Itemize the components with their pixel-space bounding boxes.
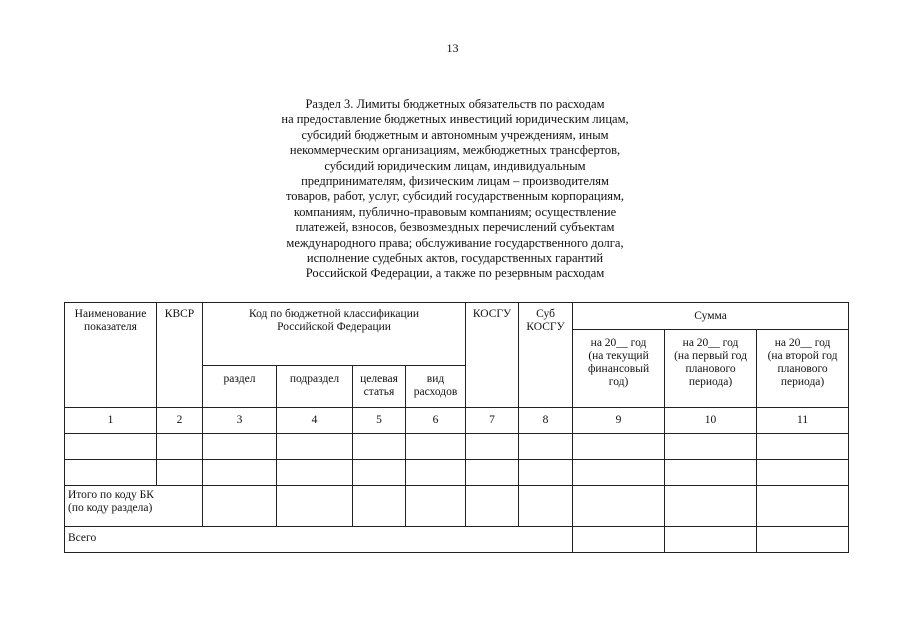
header-name: Наименование показателя — [65, 303, 157, 408]
column-number: 5 — [353, 408, 406, 434]
total-bk-label: Итого по коду БК (по коду раздела) — [65, 486, 203, 527]
title-line: на предоставление бюджетных инвестиций юридическим лицам, — [281, 112, 629, 127]
title-line: товаров, работ, услуг, субсидий государственным корпорациям, — [285, 189, 625, 204]
table-cell — [406, 434, 466, 460]
table-cell — [757, 527, 849, 553]
table-row — [65, 434, 849, 460]
table-cell — [573, 460, 665, 486]
header-subkosgu: Суб КОСГУ — [519, 303, 573, 408]
total-all-row — [65, 527, 849, 553]
table-cell — [519, 486, 573, 527]
total-bk-row — [65, 486, 849, 527]
table-cell — [757, 460, 849, 486]
header-year-first: на 20__ год (на первый год планового периода) — [665, 330, 757, 408]
title-line: компаниям, публично-правовым компаниям; осуществление — [293, 204, 617, 219]
table-cell — [757, 486, 849, 527]
table-cell — [157, 460, 203, 486]
table-cell — [665, 460, 757, 486]
header-year-second: на 20__ год (на второй год планового периода) — [757, 330, 849, 408]
column-number: 3 — [203, 408, 277, 434]
table-cell — [519, 460, 573, 486]
header-celevaya: целевая статья — [353, 366, 406, 408]
header-razdel: раздел — [203, 366, 277, 408]
column-number: 6 — [406, 408, 466, 434]
table-cell — [573, 527, 665, 553]
header-kosgu: КОСГУ — [466, 303, 519, 408]
title-line: субсидий бюджетным и автономным учреждениям, иным — [301, 127, 609, 142]
column-number: 2 — [157, 408, 203, 434]
header-year-current: на 20__ год (на текущий финансовый год) — [573, 330, 665, 408]
table-cell — [353, 434, 406, 460]
table-cell — [203, 434, 277, 460]
table-cell — [406, 486, 466, 527]
table-cell — [466, 486, 519, 527]
title-line: исполнение судебных актов, государственных гарантий — [306, 251, 604, 266]
header-kbk: Код по бюджетной классификации Российской Федерации — [203, 303, 466, 366]
table-cell — [65, 434, 157, 460]
section-title — [200, 97, 710, 282]
header-vid: вид расходов — [406, 366, 466, 408]
table-cell — [573, 486, 665, 527]
column-number: 11 — [757, 408, 849, 434]
page-number: 13 — [446, 41, 459, 55]
column-number: 10 — [665, 408, 757, 434]
column-number-row — [65, 408, 849, 434]
limits-table — [64, 302, 849, 553]
title-line: субсидий юридическим лицам, индивидуальным — [324, 158, 586, 173]
table-cell — [353, 486, 406, 527]
table-cell — [573, 434, 665, 460]
table-cell — [277, 460, 353, 486]
title-line: предпринимателям, физическим лицам – производителям — [301, 174, 609, 189]
table-cell — [65, 460, 157, 486]
table-cell — [665, 527, 757, 553]
table-cell — [157, 434, 203, 460]
table-cell — [665, 486, 757, 527]
title-line: платежей, взносов, безвозмездных перечислений субъектам — [295, 220, 615, 235]
table-cell — [466, 434, 519, 460]
table-cell — [665, 434, 757, 460]
title-line: Раздел 3. Лимиты бюджетных обязательств по расходам — [305, 97, 605, 111]
column-number: 8 — [519, 408, 573, 434]
table-cell — [519, 434, 573, 460]
column-number: 7 — [466, 408, 519, 434]
title-line: международного права; обслуживание государственного долга, — [286, 235, 624, 250]
table-cell — [406, 460, 466, 486]
table-cell — [203, 460, 277, 486]
table-cell — [353, 460, 406, 486]
header-summa: Сумма — [573, 303, 849, 330]
table-cell — [466, 460, 519, 486]
table-cell — [277, 434, 353, 460]
total-all-label: Всего — [65, 527, 573, 553]
header-kvsr: КВСР — [157, 303, 203, 408]
column-number: 1 — [65, 408, 157, 434]
title-line: некоммерческим организациям, межбюджетных трансфертов, — [289, 143, 621, 158]
header-podrazdel: подраздел — [277, 366, 353, 408]
table-row — [65, 460, 849, 486]
table-cell — [757, 434, 849, 460]
title-line: Российской Федерации, а также по резервным расходам — [305, 266, 605, 281]
table-cell — [203, 486, 277, 527]
table-cell — [277, 486, 353, 527]
column-number: 4 — [277, 408, 353, 434]
column-number: 9 — [573, 408, 665, 434]
